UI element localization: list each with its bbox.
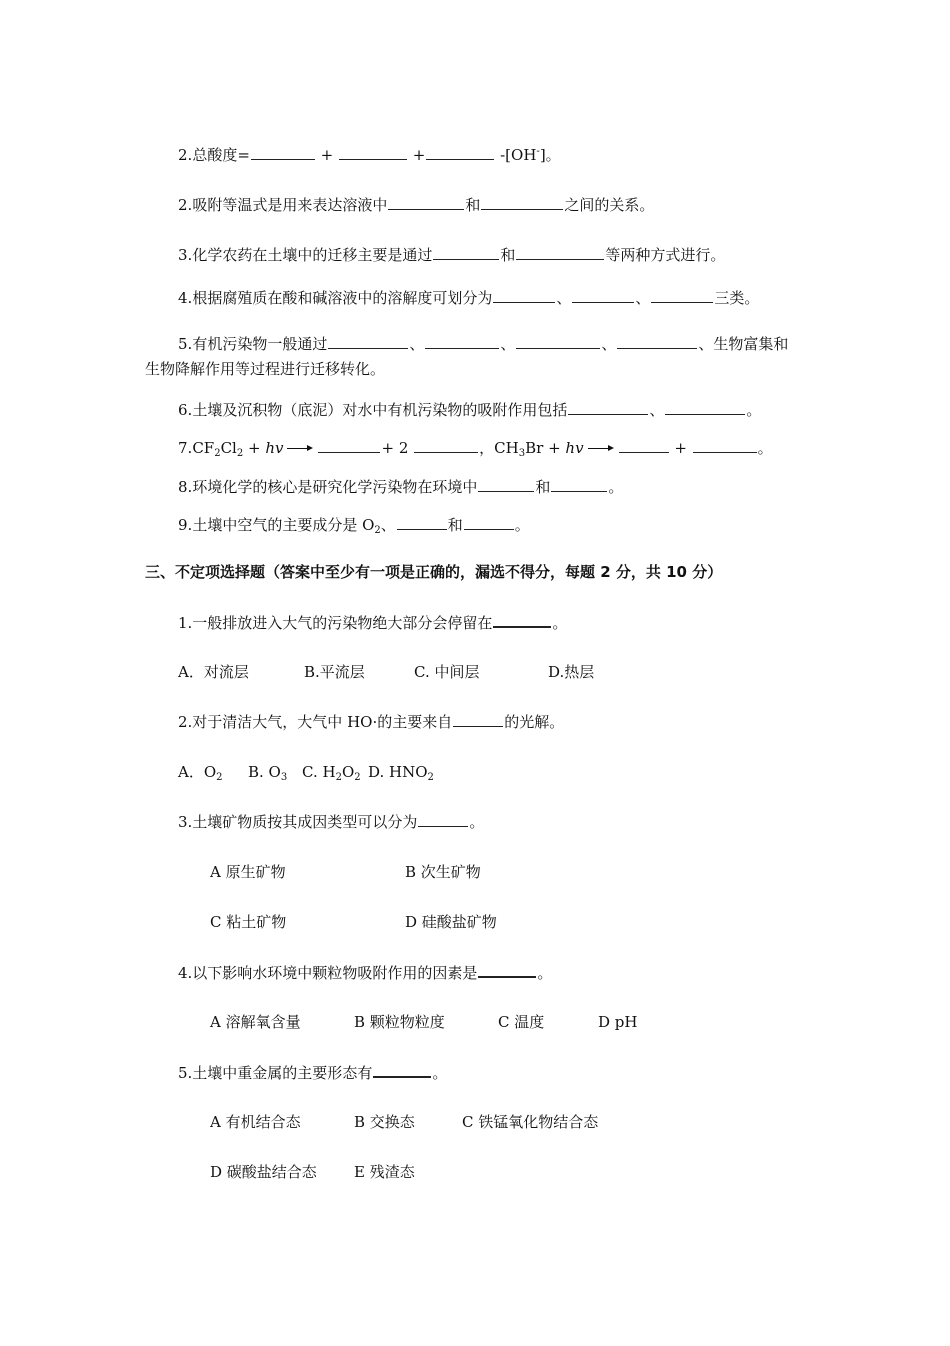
option-c[interactable]: C 温度	[498, 1013, 545, 1031]
option-c[interactable]: C. 中间层	[414, 663, 480, 681]
answer-blank[interactable]	[493, 612, 551, 628]
question-text: ]。	[539, 146, 561, 164]
answer-blank[interactable]	[551, 477, 607, 492]
choice-options-3-row1	[210, 862, 481, 882]
option-b[interactable]: B 交换态	[354, 1113, 415, 1131]
option-a[interactable]: A 溶解氧含量	[210, 1013, 301, 1031]
superscript: -	[536, 146, 540, 157]
answer-blank[interactable]	[318, 438, 380, 453]
question-text: 。	[514, 516, 530, 534]
question-adsorption-isotherm	[178, 195, 654, 215]
question-text: 之间的关系。	[564, 196, 655, 214]
option-b[interactable]: B 颗粒物粒度	[354, 1013, 445, 1031]
answer-blank[interactable]	[693, 438, 757, 453]
option-b[interactable]: B 次生矿物	[405, 863, 481, 881]
question-text: 。	[608, 478, 624, 496]
question-text: 化学农药在土壤中的迁移主要是通过	[192, 246, 433, 264]
subscript: 2	[236, 448, 244, 459]
reaction-arrow-icon	[287, 443, 313, 453]
separator: 、	[500, 335, 516, 353]
option-c[interactable]	[302, 762, 368, 782]
choice-options-3-row2	[210, 912, 497, 932]
option-text: B. O	[248, 763, 281, 781]
question-number: 4.	[178, 289, 193, 307]
plus-sign: +	[315, 146, 338, 164]
question-humus-classification	[178, 288, 759, 308]
plus-sign: +	[669, 439, 692, 457]
question-text: 总酸度=	[192, 146, 250, 164]
formula-text: CF	[192, 439, 215, 457]
option-d[interactable]: D 碳酸盐结合态	[210, 1163, 317, 1181]
question-text: 3.土壤矿物质按其成因类型可以分为	[178, 813, 418, 831]
question-text: 。	[746, 401, 762, 419]
answer-blank[interactable]	[328, 334, 408, 349]
question-total-acidity	[178, 145, 561, 165]
option-d[interactable]: D.热层	[548, 663, 595, 681]
question-text: 2.对于清洁大气，大气中 HO·的主要来自	[178, 713, 453, 731]
subscript: 3	[518, 448, 526, 459]
answer-blank[interactable]	[373, 1062, 431, 1078]
option-b[interactable]: B. $O_3$	[248, 763, 288, 783]
question-text: 。	[537, 964, 553, 982]
answer-blank[interactable]	[481, 195, 563, 210]
subscript: 2	[427, 772, 434, 783]
answer-blank[interactable]	[397, 515, 447, 530]
photon-symbol: hv	[265, 439, 284, 457]
question-text: 1.一般排放进入大气的污染物绝大部分会停留在	[178, 614, 493, 632]
question-text: 有机污染物一般通过	[192, 335, 328, 353]
formula-text: + 2	[381, 439, 414, 457]
question-text: 4.以下影响水环境中颗粒物吸附作用的因素是	[178, 964, 478, 982]
option-d[interactable]: D 硅酸盐矿物	[405, 913, 497, 931]
question-text: 和	[500, 246, 516, 264]
question-text: 和	[465, 196, 481, 214]
option-d[interactable]: D pH	[598, 1013, 638, 1031]
question-text: 和	[447, 516, 463, 534]
answer-blank[interactable]	[493, 288, 555, 303]
reaction-arrow-icon	[588, 443, 614, 453]
answer-blank[interactable]	[426, 145, 494, 160]
separator: 、	[409, 335, 425, 353]
answer-blank[interactable]	[516, 334, 600, 349]
question-number: 5.	[178, 335, 193, 353]
question-number: 6.	[178, 401, 193, 419]
choice-options-5-row2	[210, 1162, 415, 1182]
plus-sign: +	[543, 439, 566, 457]
answer-blank[interactable]	[418, 812, 468, 827]
formula-text: CH	[494, 439, 519, 457]
answer-blank[interactable]	[665, 400, 745, 415]
option-text: A．O	[178, 763, 217, 781]
choice-options-4	[210, 1012, 637, 1032]
answer-blank[interactable]	[478, 477, 534, 492]
subscript: 2	[216, 772, 223, 783]
answer-blank[interactable]	[414, 438, 478, 453]
question-number: 7.	[178, 439, 193, 457]
question-text: 5.土壤中重金属的主要形态有	[178, 1064, 373, 1082]
subscript: 2	[335, 772, 342, 783]
question-text: 。	[757, 439, 773, 457]
question-environmental-chemistry-core	[178, 477, 623, 497]
subscript: 2	[214, 448, 221, 459]
question-text: 等两种方式进行。	[605, 246, 726, 264]
answer-blank[interactable]	[433, 245, 499, 260]
question-text: 土壤及沉积物（底泥）对水中有机污染物的吸附作用包括	[192, 401, 568, 419]
choice-question-2	[178, 712, 564, 732]
question-text: 吸附等温式是用来表达溶液中	[192, 196, 388, 214]
question-text: 、	[380, 516, 396, 534]
question-photolysis-equation	[178, 438, 773, 458]
question-number: 8.	[178, 478, 193, 496]
option-text: D. HNO	[368, 763, 428, 781]
separator: 、	[601, 335, 617, 353]
formula-text: Br	[525, 439, 544, 457]
question-organic-pollutants	[178, 334, 788, 354]
separator: 、	[635, 289, 651, 307]
plus-sign: +	[408, 146, 426, 164]
choice-question-5	[178, 1062, 447, 1083]
question-number: 2.	[178, 196, 193, 214]
answer-blank[interactable]	[339, 145, 407, 160]
answer-blank[interactable]	[478, 962, 536, 978]
answer-blank[interactable]	[651, 288, 713, 303]
question-text: 根据腐殖质在酸和碱溶液中的溶解度可划分为	[192, 289, 493, 307]
answer-blank[interactable]	[425, 334, 499, 349]
answer-blank[interactable]	[388, 195, 464, 210]
question-text: 和	[535, 478, 551, 496]
formula-text: Cl	[220, 439, 237, 457]
option-a[interactable]: A 原生矿物	[210, 863, 286, 881]
separator: 、	[649, 401, 665, 419]
option-a[interactable]: A 有机结合态	[210, 1113, 301, 1131]
option-c[interactable]: C 粘土矿物	[210, 913, 287, 931]
option-a[interactable]: A．对流层	[178, 663, 249, 681]
option-d[interactable]	[368, 762, 434, 782]
section-heading: 三、不定项选择题（答案中至少有一项是正确的，漏选不得分，每题 2 分，共 10 分）	[145, 563, 723, 581]
choice-question-1	[178, 612, 567, 633]
answer-blank[interactable]	[453, 712, 503, 727]
answer-blank[interactable]	[464, 515, 514, 530]
question-text: 土壤中空气的主要成分是 O	[192, 516, 375, 534]
plus-sign: +	[243, 439, 266, 457]
choice-question-4	[178, 962, 552, 983]
question-number: 9.	[178, 516, 193, 534]
question-organic-pollutants-line2	[145, 359, 385, 379]
answer-blank[interactable]	[251, 145, 315, 160]
option-e[interactable]: E 残渣态	[354, 1163, 415, 1181]
subscript: 2	[354, 772, 361, 783]
separator: ，	[479, 439, 495, 457]
choice-question-3	[178, 812, 484, 832]
option-c[interactable]: C 铁锰氧化物结合态	[462, 1113, 599, 1131]
answer-blank[interactable]	[617, 334, 697, 349]
answer-blank[interactable]	[516, 245, 604, 260]
question-text: 的光解。	[504, 713, 565, 731]
choice-options-5-row1	[210, 1112, 598, 1132]
choice-options-1	[178, 662, 594, 682]
option-b[interactable]: B.平流层	[304, 663, 365, 681]
question-text: 环境化学的核心是研究化学污染物在环境中	[192, 478, 478, 496]
option-text: O	[341, 763, 355, 781]
question-text: 生物降解作用等过程进行迁移转化。	[145, 360, 386, 378]
question-text: 。	[552, 614, 568, 632]
question-pesticide-migration	[178, 245, 725, 265]
option-a[interactable]	[178, 762, 248, 782]
question-number: 2.	[178, 146, 193, 164]
question-text: 。	[469, 813, 485, 831]
photon-symbol: hv	[565, 439, 584, 457]
answer-blank[interactable]	[619, 438, 669, 453]
option-text: C. H	[302, 763, 336, 781]
question-soil-air	[178, 515, 530, 535]
question-text: 三类。	[714, 289, 760, 307]
separator: 、	[556, 289, 572, 307]
answer-blank[interactable]	[572, 288, 634, 303]
subscript: 2	[374, 525, 381, 536]
answer-blank[interactable]	[568, 400, 648, 415]
question-text: 。	[432, 1064, 448, 1082]
choice-options-2	[178, 762, 434, 782]
question-text: -[OH	[495, 146, 537, 164]
question-text: 、生物富集和	[698, 335, 789, 353]
question-number: 3.	[178, 246, 193, 264]
question-sediment-adsorption	[178, 400, 761, 420]
